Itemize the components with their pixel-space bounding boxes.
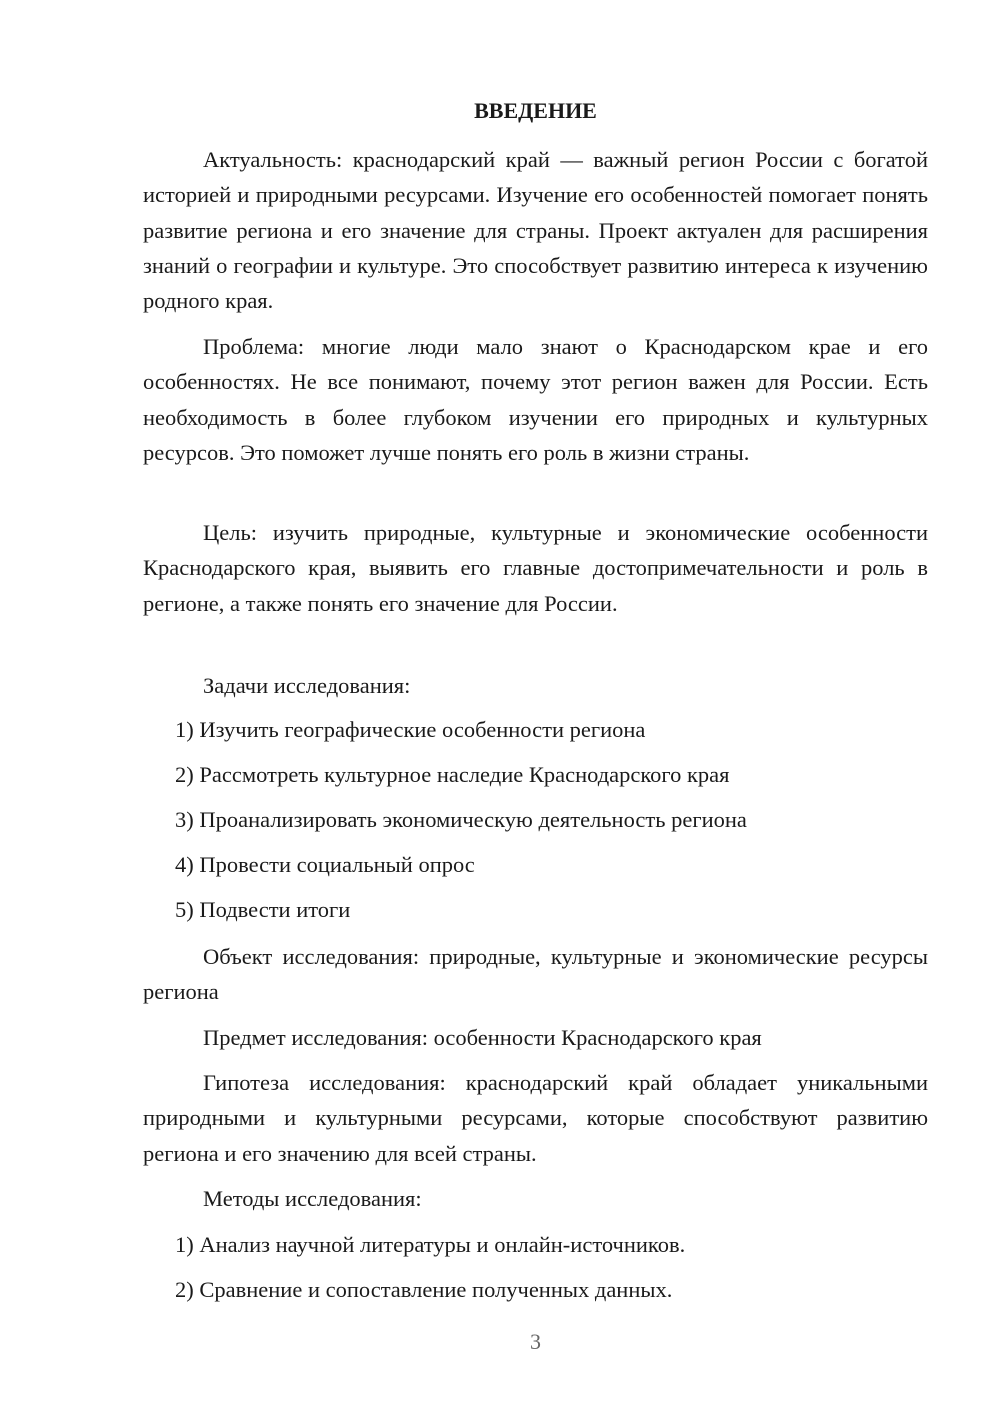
hypothesis-paragraph: Гипотеза исследования: краснодарский край обладает уникальными природными и культурными ресурсами, которые способствуют развитию региона и его значению для всей страны. bbox=[143, 1070, 928, 1166]
page-number: 3 bbox=[530, 1329, 541, 1354]
task-item: 5) Подвести итоги bbox=[175, 897, 351, 922]
goal-paragraph: Цель: изучить природные, культурные и экономические особенности Краснодарского края, выявить его главные достопримечательности и роль в регионе, а также понять его значение для России. bbox=[143, 520, 928, 616]
method-item: 1) Анализ научной литературы и онлайн-источников. bbox=[175, 1232, 686, 1257]
page-title: ВВЕДЕНИЕ bbox=[474, 98, 597, 123]
document-page bbox=[143, 0, 928, 1414]
task-item: 1) Изучить географические особенности региона bbox=[175, 717, 646, 742]
tasks-heading: Задачи исследования: bbox=[203, 673, 411, 698]
subject-line: Предмет исследования: особенности Краснодарского края bbox=[203, 1025, 762, 1050]
relevance-paragraph: Актуальность: краснодарский край — важный регион России с богатой историей и природными ресурсами. Изучение его особенностей помогает понять развитие региона и его значение для страны. Проект актуален для расширения знаний о географии и культуре. Это способствует развитию интереса к изучению родного края. bbox=[143, 147, 928, 314]
methods-heading: Методы исследования: bbox=[203, 1186, 422, 1211]
task-item: 3) Проанализировать экономическую деятельность региона bbox=[175, 807, 747, 832]
task-item: 2) Рассмотреть культурное наследие Краснодарского края bbox=[175, 762, 730, 787]
task-item: 4) Провести социальный опрос bbox=[175, 852, 475, 877]
object-paragraph: Объект исследования: природные, культурные и экономические ресурсы региона bbox=[143, 944, 928, 1005]
method-item: 2) Сравнение и сопоставление полученных данных. bbox=[175, 1277, 673, 1302]
problem-paragraph: Проблема: многие люди мало знают о Краснодарском крае и его особенностях. Не все понимают, почему этот регион важен для России. Есть необходимость в более глубоком изучении его природных и культурных ресурсов. Это поможет лучше понять его роль в жизни страны. bbox=[143, 334, 928, 465]
